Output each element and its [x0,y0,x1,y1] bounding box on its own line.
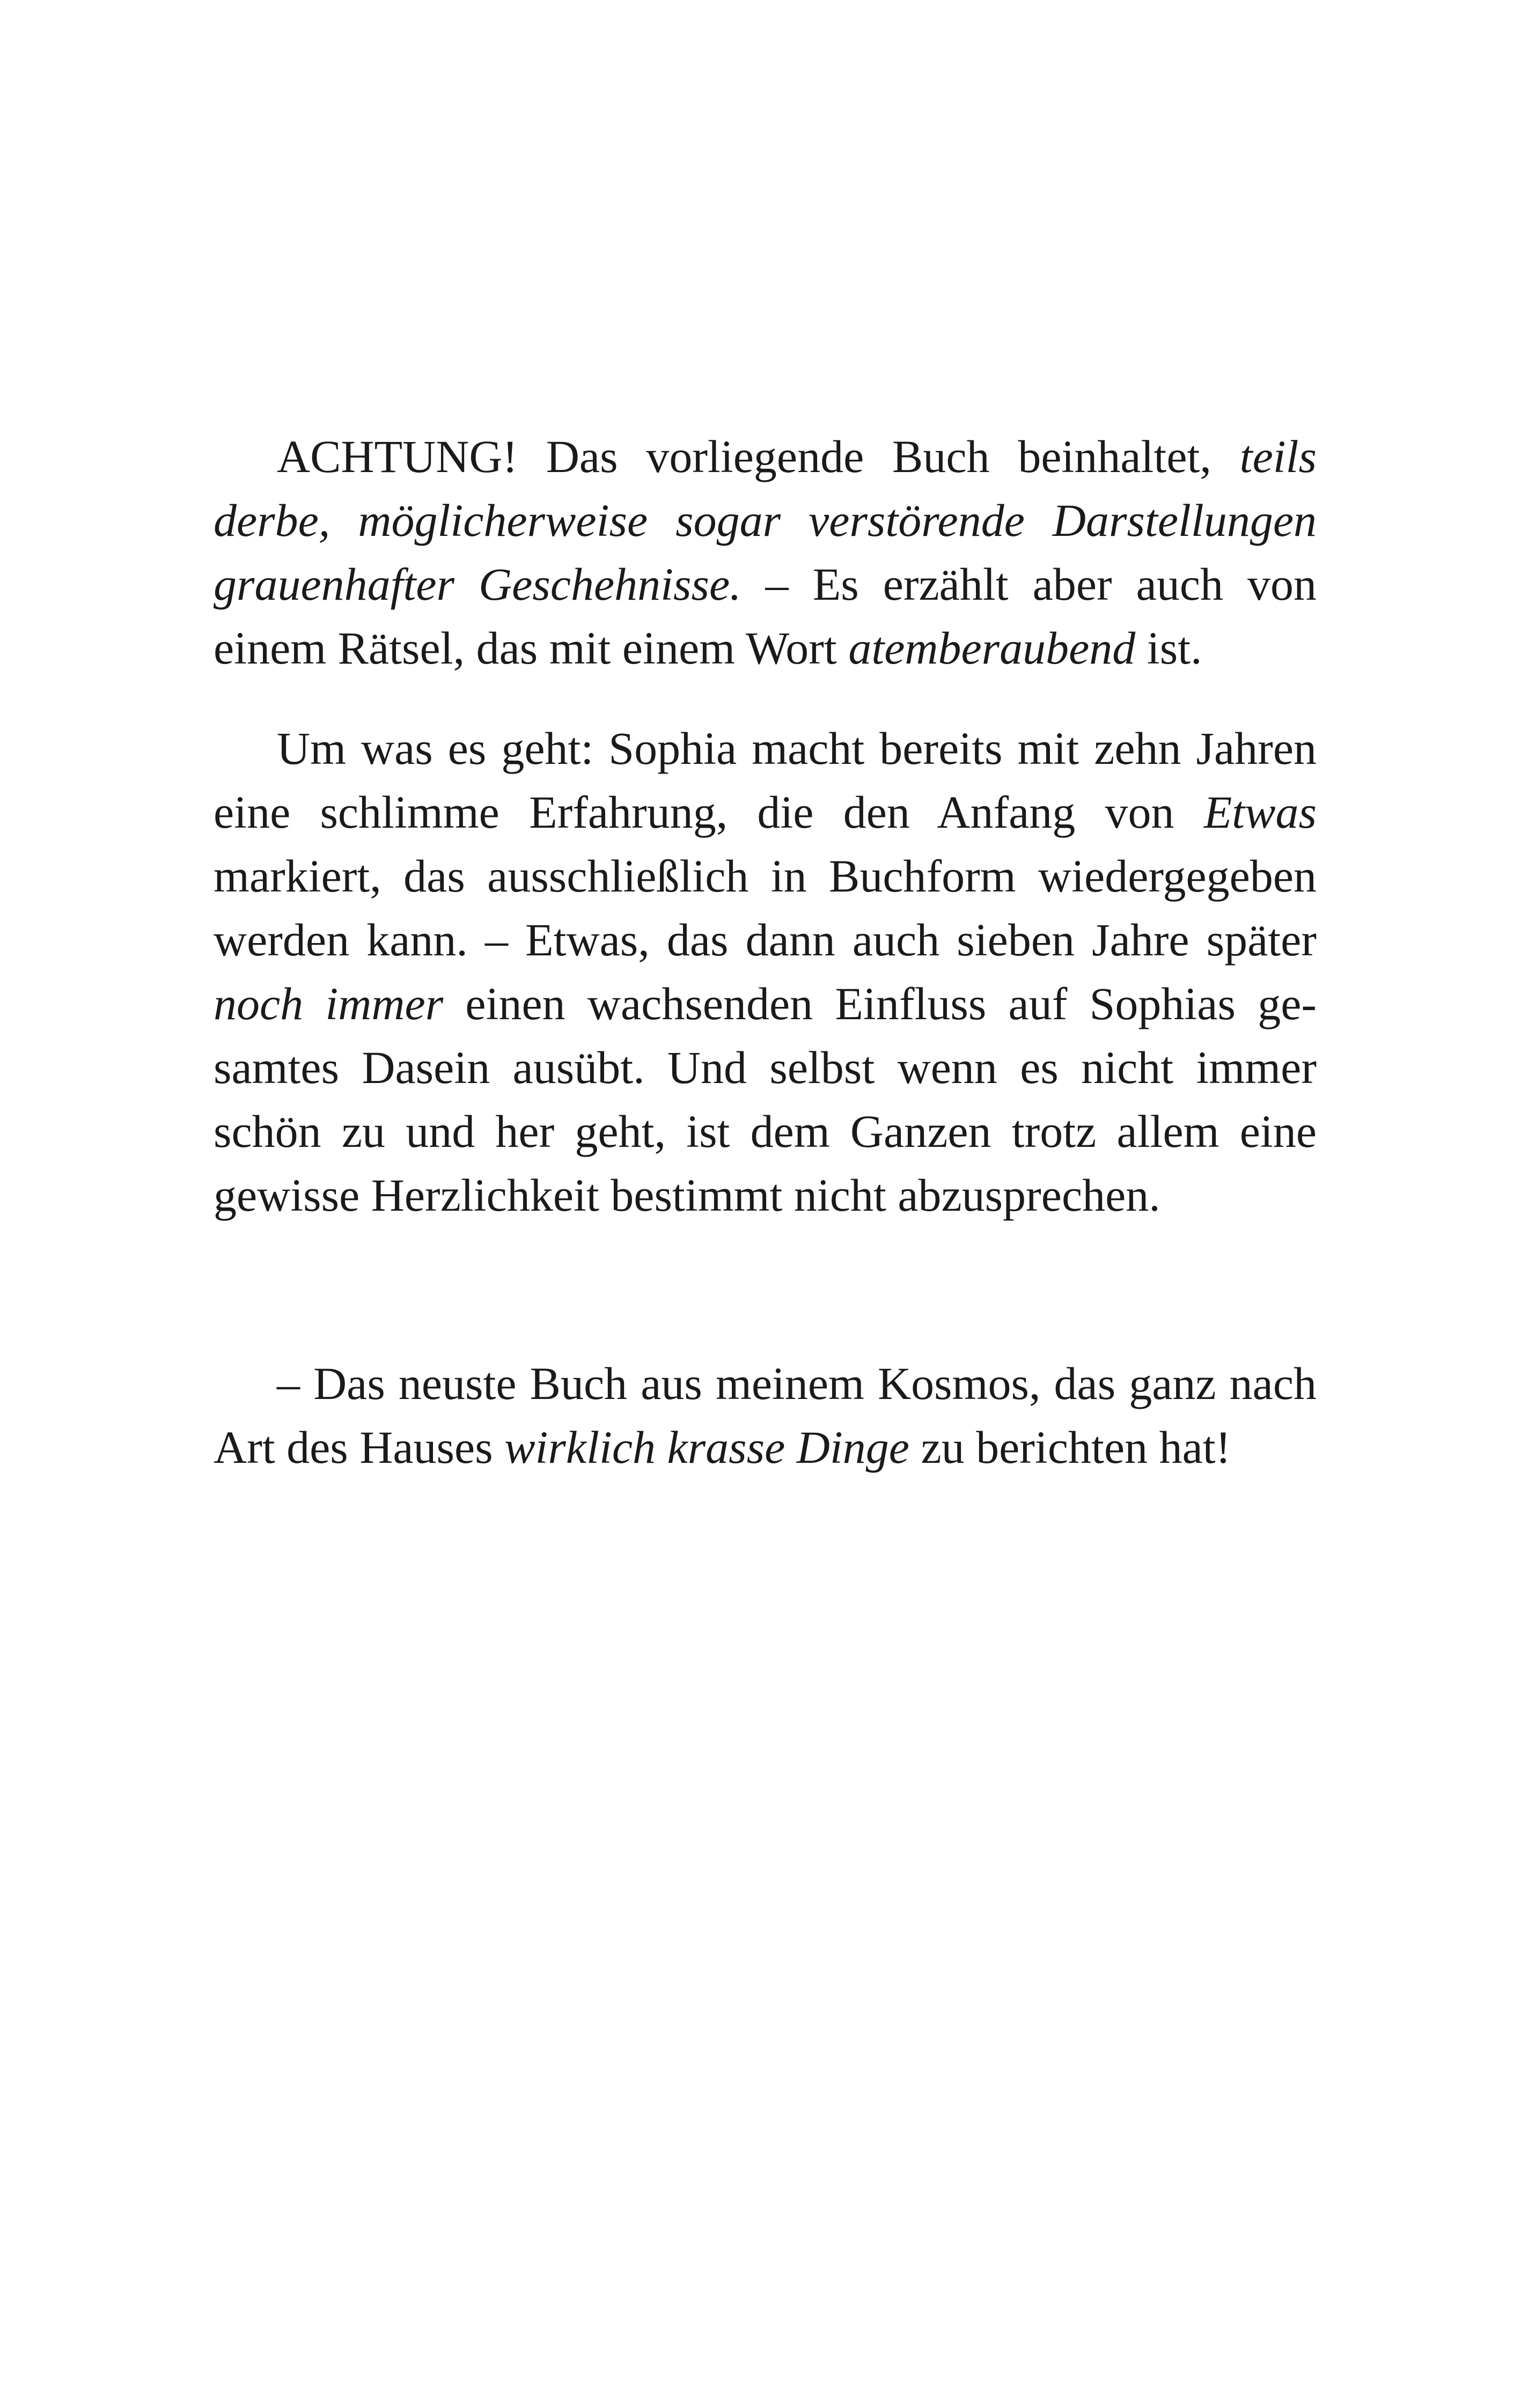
text-segment: – Es erzählt aber auch von einem Rätsel, das mit einem Wort [214,558,1317,674]
text-segment: zu berichten hat! [909,1422,1231,1473]
text-segment-italic: atemberaubend [848,622,1136,674]
text-segment: markiert, das ausschließlich in Buchform wiedergegeben werden kann. – Etwas, das dann auch sieben Jahre später [214,850,1317,966]
text-segment: ACHTUNG! Das vorliegende Buch beinhaltet, [277,431,1240,482]
text-segment-italic: noch immer [214,978,444,1029]
text-segment: ist. [1135,622,1202,674]
text-segment-italic: Etwas [1203,786,1317,838]
text-segment: einen wachsenden Einfluss auf Sophias gesamtes Dasein ausübt. Und selbst wenn es nicht immer schön zu und her geht, ist dem Ganzen trotz allem eine gewisse Herzlichkeit bestimmt nicht abzusprechen. [214,978,1317,1221]
summary-paragraph [214,717,1317,1227]
warning-paragraph [214,425,1317,680]
text-segment: Um was es geht: Sophia macht bereits mit zehn Jahren eine schlimme Erfahrung, die den Anfang von [214,723,1317,838]
text-segment-italic: teils derbe, möglicherweise sogar verstörende Darstellungen grauenhafter Geschehnisse. [214,431,1317,610]
closing-paragraph [214,1352,1317,1479]
text-segment: – Das neuste Buch aus meinem Kosmos, das ganz nach Art des Hauses [214,1358,1317,1473]
text-segment-italic: wirklich krasse Dinge [504,1422,909,1473]
